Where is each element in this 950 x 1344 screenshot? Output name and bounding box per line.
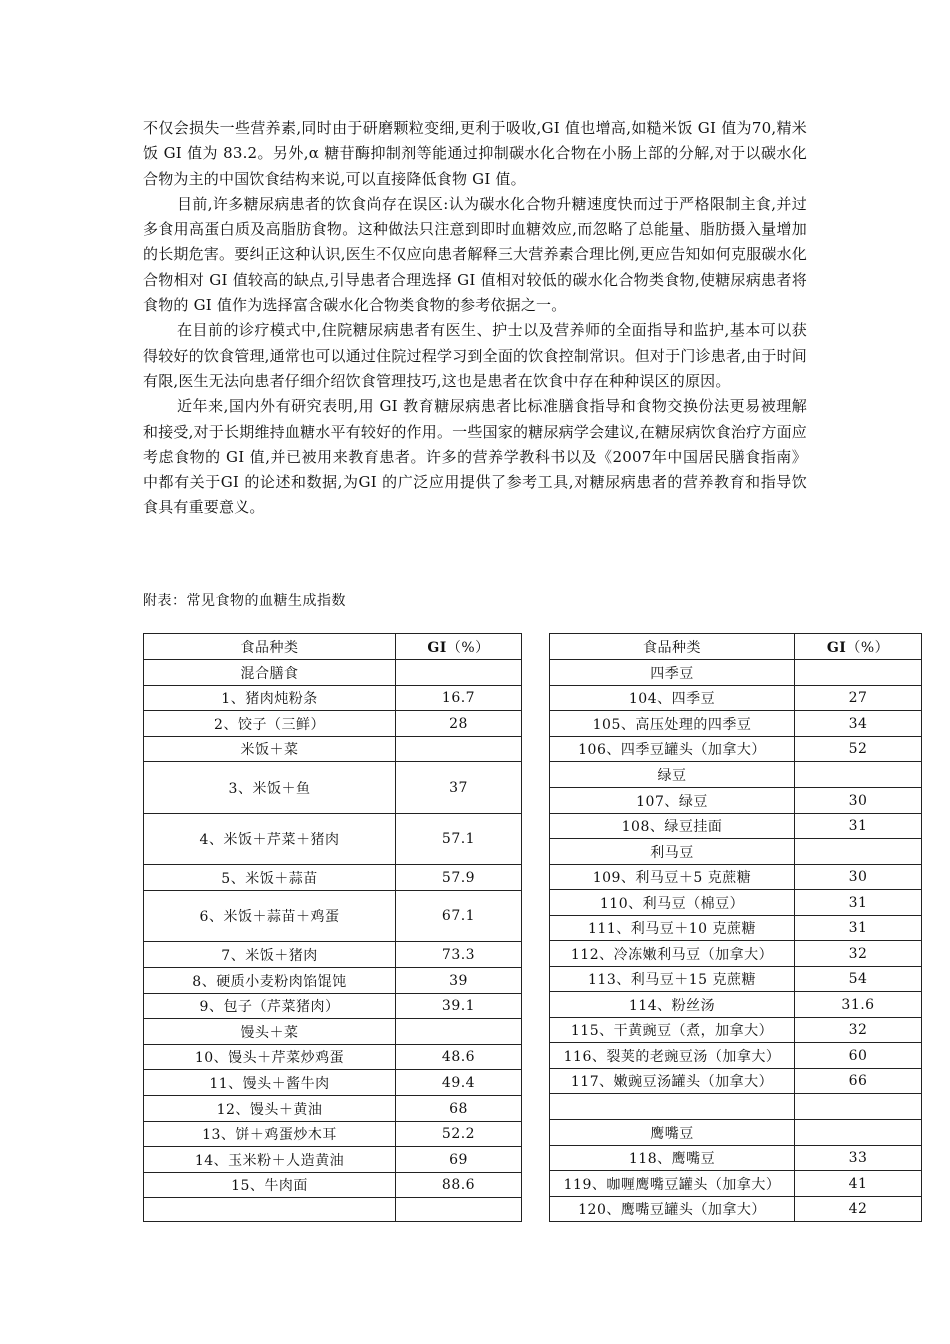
gi-cell: 73.3: [396, 942, 522, 968]
food-cell: 12、馒头＋黄油: [144, 1096, 396, 1122]
table-row: [550, 788, 922, 814]
header-gi-label: GI: [826, 639, 847, 656]
table-row: [550, 1120, 922, 1146]
table-caption: 附表：常见食物的血糖生成指数: [143, 593, 346, 609]
table-row: [144, 968, 522, 994]
table-row: [144, 762, 522, 814]
gi-cell: 42: [795, 1197, 922, 1222]
paragraph: 目前,许多糖尿病患者的饮食尚存在误区:认为碳水化合物升糖速度快而过于严格限制主食,并过多食用高蛋白质及高脂肪食物。这种做法只注意到即时血糖效应,而忽略了总能量、脂肪摄入量增加的长期危害。要纠正这种认识,医生不仅应向患者解释三大营养素合理比例,更应告知如何克服碳水化合物相对 GI 值较高的缺点,引导患者合理选择 GI 值相对较低的碳水化合物类食物,使糖尿病患者将食物的 GI 值作为选择富含碳水化合物类食物的参考依据之一。: [143, 194, 807, 315]
gi-cell: 68: [396, 1096, 522, 1122]
gi-cell: [795, 660, 922, 686]
food-cell: 115、干黄豌豆（煮，加拿大）: [550, 1018, 795, 1043]
table-row: [144, 1070, 522, 1096]
table-row: [550, 1146, 922, 1171]
food-cell: 鹰嘴豆: [550, 1120, 795, 1146]
gi-table-left: [143, 633, 522, 1222]
table-row: [550, 737, 922, 762]
gi-cell: [795, 1094, 922, 1120]
food-cell: 14、玉米粉＋人造黄油: [144, 1147, 396, 1173]
gi-cell: 60: [795, 1043, 922, 1069]
food-cell: 120、鹰嘴豆罐头（加拿大）: [550, 1197, 795, 1222]
table-row: [550, 711, 922, 737]
food-cell: 8、硬质小麦粉肉馅馄饨: [144, 968, 396, 994]
food-cell: 113、利马豆＋15 克蔗糖: [550, 967, 795, 992]
table-row: [550, 1171, 922, 1197]
food-cell: [550, 1094, 795, 1120]
table-row: [144, 1019, 522, 1045]
food-cell: 4、米饭＋芹菜＋猪肉: [144, 814, 396, 865]
gi-cell: 54: [795, 967, 922, 992]
table-row: [144, 1122, 522, 1147]
paragraph: 近年来,国内外有研究表明,用 GI 教育糖尿病患者比标准膳食指导和食物交换份法更易被理解和接受,对于长期维持血糖水平有较好的作用。一些国家的糖尿病学会建议,在糖尿病饮食治疗方面应考虑食物的 GI 值,并已被用来教育患者。许多的营养学教科书以及《2007年中国居民膳食指南》中都有关于GI 的论述和数据,为GI 的广泛应用提供了参考工具,对糖尿病患者的营养教育和指导饮食具有重要意义。: [143, 397, 807, 517]
gi-cell: 57.1: [396, 814, 522, 865]
gi-cell: 66: [795, 1069, 922, 1094]
food-cell: 米饭＋菜: [144, 737, 396, 762]
gi-cell: [396, 737, 522, 762]
food-cell: 1、猪肉炖粉条: [144, 686, 396, 711]
gi-cell: [396, 1019, 522, 1045]
gi-cell: 31: [795, 916, 922, 941]
gi-cell: 28: [396, 711, 522, 737]
gi-cell: 88.6: [396, 1173, 522, 1198]
food-cell: 108、绿豆挂面: [550, 814, 795, 839]
gi-cell: 52.2: [396, 1122, 522, 1147]
food-cell: 114、粉丝汤: [550, 992, 795, 1018]
gi-cell: 30: [795, 865, 922, 890]
food-cell: 112、冷冻嫩利马豆（加拿大）: [550, 941, 795, 967]
gi-cell: [795, 839, 922, 865]
food-cell: 绿豆: [550, 762, 795, 788]
table-row: [550, 941, 922, 967]
table-row: [144, 942, 522, 968]
food-cell: 混合膳食: [144, 660, 396, 686]
gi-table-right: [549, 633, 922, 1222]
table-row: [550, 660, 922, 686]
header-gi: [795, 634, 922, 660]
food-cell: 118、鹰嘴豆: [550, 1146, 795, 1171]
food-cell: 111、利马豆＋10 克蔗糖: [550, 916, 795, 941]
table-row: [144, 994, 522, 1019]
food-cell: 117、嫩豌豆汤罐头（加拿大）: [550, 1069, 795, 1094]
food-cell: 119、咖喱鹰嘴豆罐头（加拿大）: [550, 1171, 795, 1197]
food-cell: 2、饺子（三鲜）: [144, 711, 396, 737]
table-row: [550, 814, 922, 839]
table-row: [550, 762, 922, 788]
body-text: [143, 116, 807, 521]
table-header-row: [550, 634, 922, 660]
gi-cell: [396, 1198, 522, 1222]
gi-cell: 39: [396, 968, 522, 994]
food-cell: 10、馒头＋芹菜炒鸡蛋: [144, 1045, 396, 1070]
table-row: [550, 1094, 922, 1120]
table-row: [550, 865, 922, 890]
gi-cell: 32: [795, 941, 922, 967]
food-cell: 馒头＋菜: [144, 1019, 396, 1045]
gi-cell: 31: [795, 814, 922, 839]
gi-cell: [795, 762, 922, 788]
paragraph: 不仅会损失一些营养素,同时由于研磨颗粒变细,更利于吸收,GI 值也增高,如糙米饭 GI 值为70,精米饭 GI 值为 83.2。另外,α 糖苷酶抑制剂等能通过抑制碳水化合物在小肠上部的分解,对于以碳水化合物为主的中国饮食结构来说,可以直接降低食物 GI 值。: [143, 119, 807, 188]
gi-cell: 57.9: [396, 865, 522, 891]
table-row: [550, 916, 922, 941]
gi-cell: 33: [795, 1146, 922, 1171]
gi-cell: [396, 660, 522, 686]
table-row: [550, 1043, 922, 1069]
food-cell: 104、四季豆: [550, 686, 795, 711]
header-gi: [396, 634, 522, 660]
table-header-row: [144, 634, 522, 660]
food-cell: 5、米饭＋蒜苗: [144, 865, 396, 891]
food-cell: 107、绿豆: [550, 788, 795, 814]
gi-cell: 34: [795, 711, 922, 737]
table-row: [144, 1173, 522, 1198]
food-cell: 四季豆: [550, 660, 795, 686]
table-row: [144, 686, 522, 711]
gi-cell: 39.1: [396, 994, 522, 1019]
gi-cell: 67.1: [396, 891, 522, 942]
gi-cell: 16.7: [396, 686, 522, 711]
food-cell: 9、包子（芹菜猪肉）: [144, 994, 396, 1019]
table-row: [550, 992, 922, 1018]
table-row: [144, 1147, 522, 1173]
table-row: [550, 839, 922, 865]
gi-cell: 37: [396, 762, 522, 814]
table-row: [144, 737, 522, 762]
gi-cell: 48.6: [396, 1045, 522, 1070]
gi-cell: 69: [396, 1147, 522, 1173]
food-cell: 13、饼＋鸡蛋炒木耳: [144, 1122, 396, 1147]
gi-cell: 52: [795, 737, 922, 762]
gi-cell: 27: [795, 686, 922, 711]
table-row: [550, 1197, 922, 1222]
gi-cell: 32: [795, 1018, 922, 1043]
table-row: [144, 1198, 522, 1222]
food-cell: 106、四季豆罐头（加拿大）: [550, 737, 795, 762]
header-gi-unit: （%）: [846, 639, 890, 656]
header-gi-unit: （%）: [446, 639, 490, 656]
table-row: [144, 660, 522, 686]
food-cell: 105、高压处理的四季豆: [550, 711, 795, 737]
table-row: [144, 1045, 522, 1070]
gi-cell: 31: [795, 890, 922, 916]
gi-cell: 49.4: [396, 1070, 522, 1096]
table-row: [550, 1069, 922, 1094]
food-cell: 6、米饭＋蒜苗＋鸡蛋: [144, 891, 396, 942]
table-row: [144, 891, 522, 942]
food-cell: 7、米饭＋猪肉: [144, 942, 396, 968]
table-row: [550, 1018, 922, 1043]
gi-cell: 30: [795, 788, 922, 814]
table-row: [144, 814, 522, 865]
header-food: 食品种类: [550, 634, 795, 660]
food-cell: 11、馒头＋酱牛肉: [144, 1070, 396, 1096]
table-row: [550, 890, 922, 916]
gi-cell: [795, 1120, 922, 1146]
table-row: [144, 1096, 522, 1122]
header-gi-label: GI: [427, 639, 447, 656]
food-cell: 15、牛肉面: [144, 1173, 396, 1198]
table-row: [550, 967, 922, 992]
table-row: [144, 865, 522, 891]
food-cell: 利马豆: [550, 839, 795, 865]
food-cell: 3、米饭＋鱼: [144, 762, 396, 814]
gi-cell: 31.6: [795, 992, 922, 1018]
food-cell: 109、利马豆＋5 克蔗糖: [550, 865, 795, 890]
paragraph: 在目前的诊疗模式中,住院糖尿病患者有医生、护士以及营养师的全面指导和监护,基本可以获得较好的饮食管理,通常也可以通过住院过程学习到全面的饮食控制常识。但对于门诊患者,由于时间有限,医生无法向患者仔细介绍饮食管理技巧,这也是患者在饮食中存在种种误区的原因。: [143, 321, 807, 390]
food-cell: 116、裂荚的老豌豆汤（加拿大）: [550, 1043, 795, 1069]
food-cell: 110、利马豆（棉豆）: [550, 890, 795, 916]
gi-cell: 41: [795, 1171, 922, 1197]
table-row: [550, 686, 922, 711]
header-food: 食品种类: [144, 634, 396, 660]
food-cell: [144, 1198, 396, 1222]
table-row: [144, 711, 522, 737]
